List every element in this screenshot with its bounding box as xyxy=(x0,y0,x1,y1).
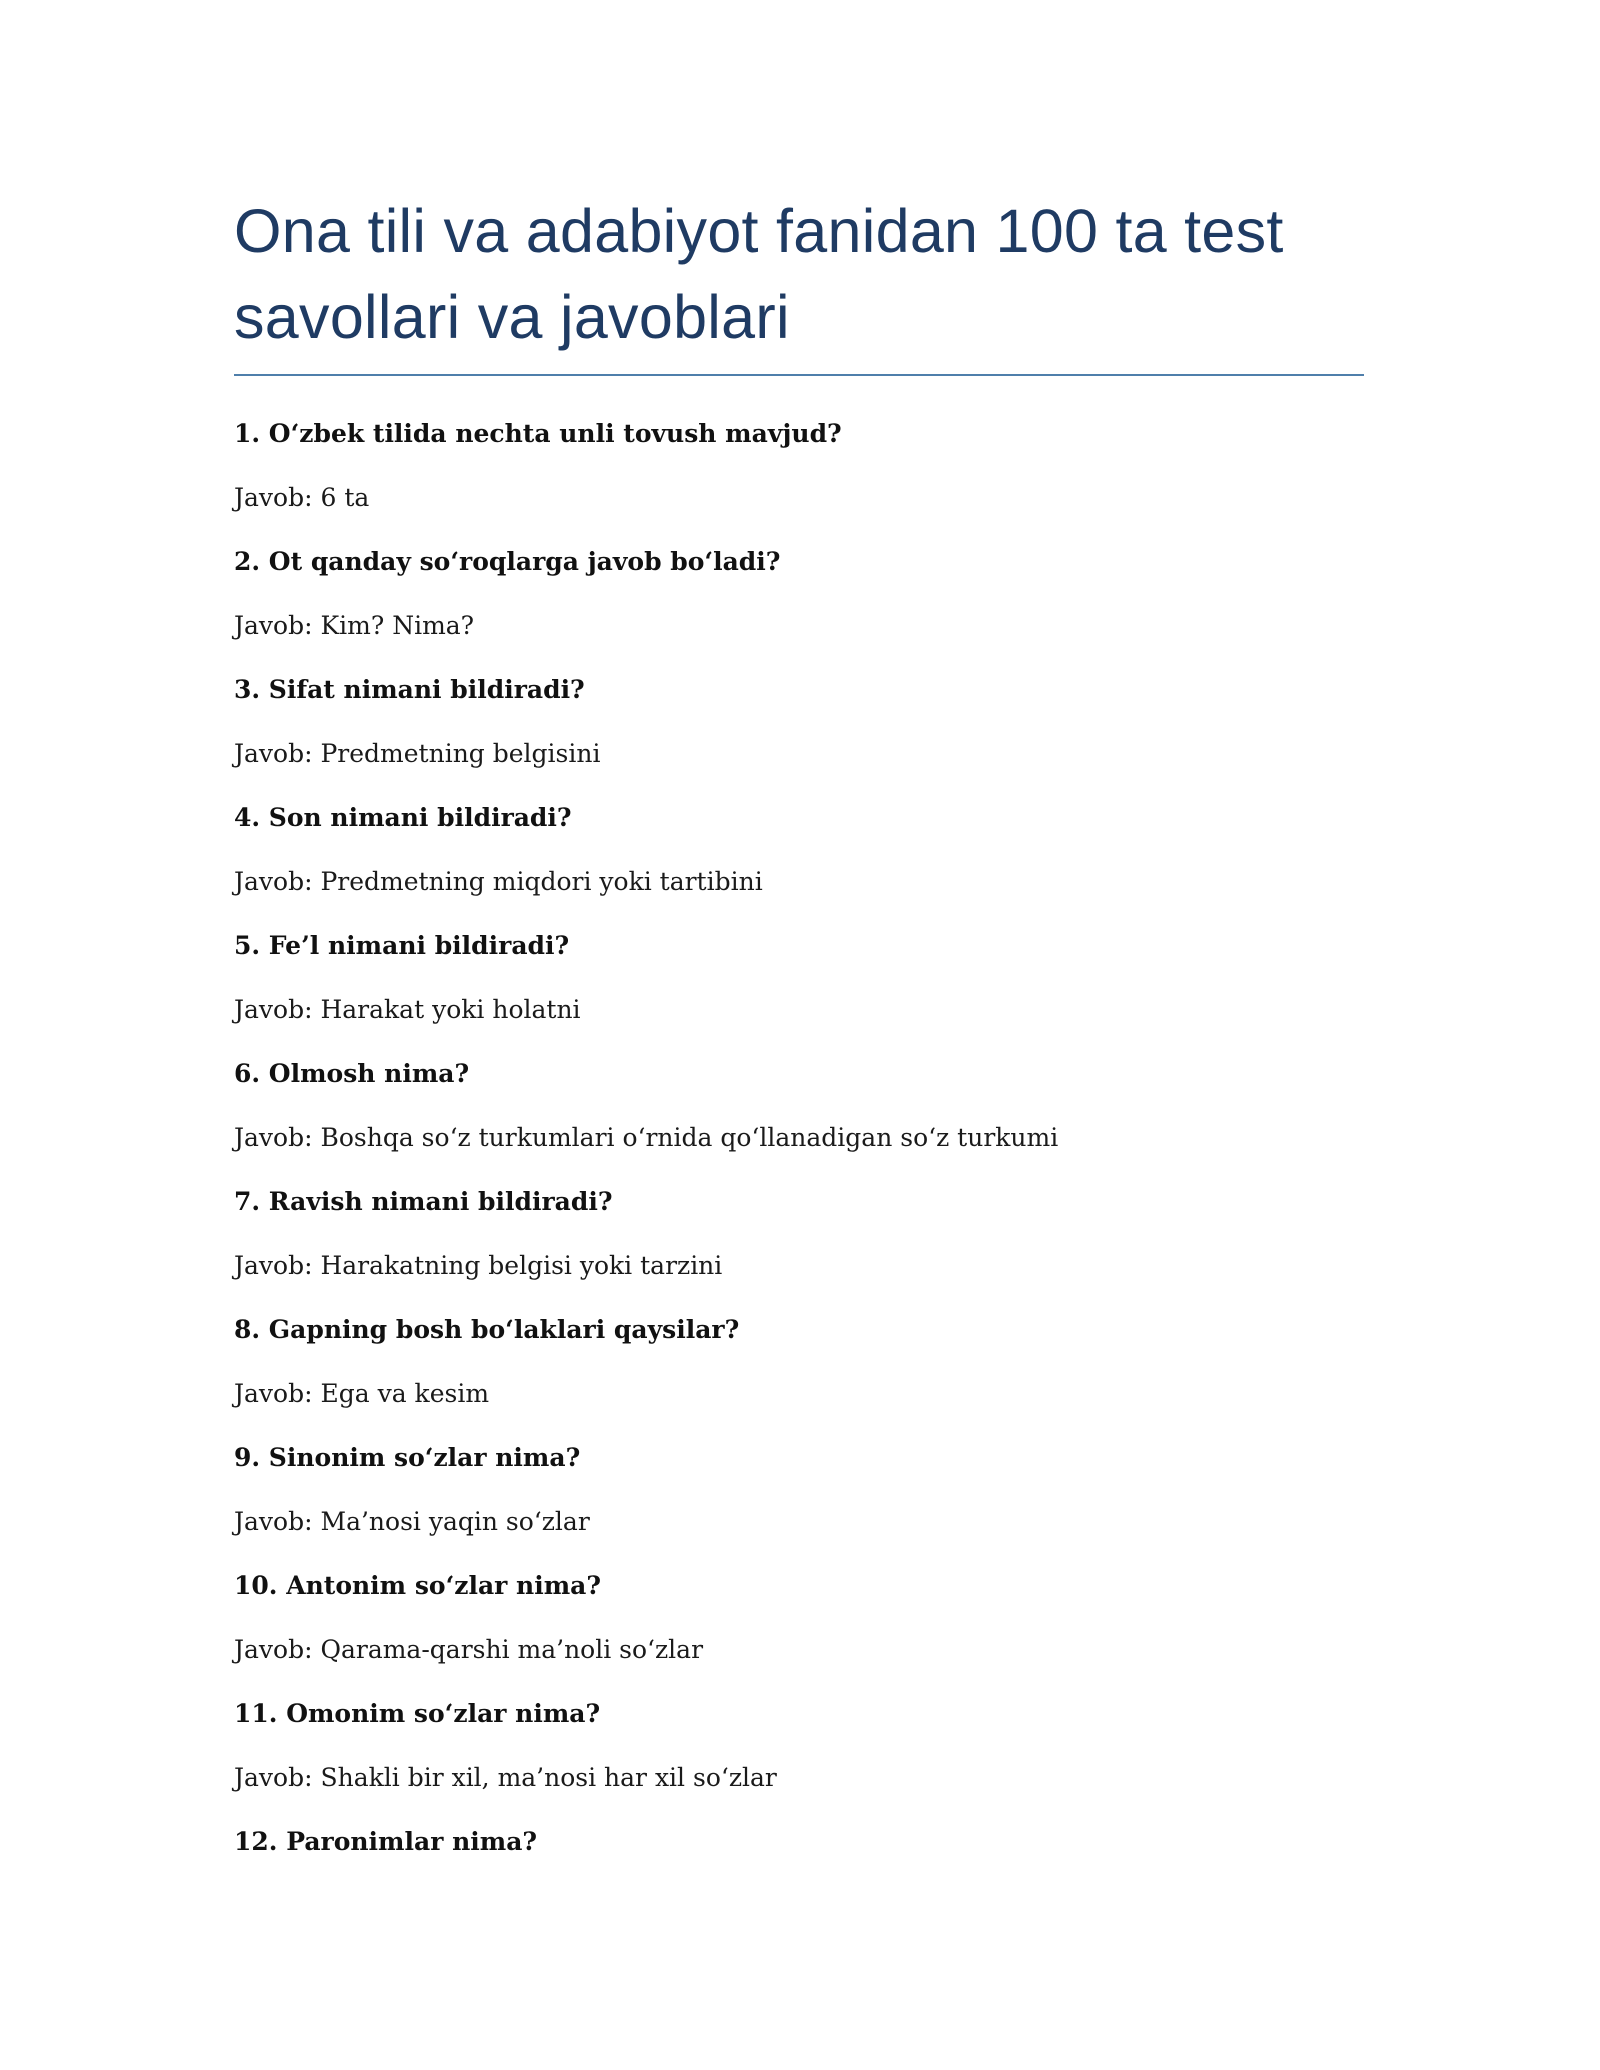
question-item-7 xyxy=(234,1170,1364,1298)
question-text: 6. Olmosh nima? xyxy=(234,1059,470,1088)
document-title-line-2: savollari va javoblari xyxy=(234,283,790,351)
question-item-12 xyxy=(234,1810,1364,1874)
question-item-2 xyxy=(234,530,1364,658)
question-text: 1. O‘zbek tilida nechta unli tovush mavjud? xyxy=(234,419,842,448)
question-text: 8. Gapning bosh bo‘laklari qaysilar? xyxy=(234,1315,740,1344)
document-title xyxy=(234,188,1364,360)
answer-text: Javob: Boshqa so‘z turkumlari o‘rnida qo‘llanadigan so‘z turkumi xyxy=(234,1123,1059,1152)
answer-text: Javob: Harakatning belgisi yoki tarzini xyxy=(234,1251,723,1280)
question-item-1 xyxy=(234,402,1364,530)
question-item-3 xyxy=(234,658,1364,786)
document-page xyxy=(234,188,1364,1874)
answer-text: Javob: Ega va kesim xyxy=(234,1379,490,1408)
answer-text: Javob: Ma’nosi yaqin so‘zlar xyxy=(234,1507,590,1536)
title-divider xyxy=(234,374,1364,376)
question-item-8 xyxy=(234,1298,1364,1426)
question-text: 10. Antonim so‘zlar nima? xyxy=(234,1571,602,1600)
question-text: 4. Son nimani bildiradi? xyxy=(234,803,572,832)
question-text: 3. Sifat nimani bildiradi? xyxy=(234,675,585,704)
answer-text: Javob: Qarama-qarshi ma’noli so‘zlar xyxy=(234,1635,704,1664)
question-text: 7. Ravish nimani bildiradi? xyxy=(234,1187,613,1216)
question-item-6 xyxy=(234,1042,1364,1170)
question-item-5 xyxy=(234,914,1364,1042)
question-text: 2. Ot qanday so‘roqlarga javob bo‘ladi? xyxy=(234,547,781,576)
answer-text: Javob: 6 ta xyxy=(234,483,370,512)
document-title-line-1: Ona tili va adabiyot fanidan 100 ta test xyxy=(234,197,1284,265)
answer-text: Javob: Shakli bir xil, ma’nosi har xil so‘zlar xyxy=(234,1763,777,1792)
answer-text: Javob: Kim? Nima? xyxy=(234,611,475,640)
question-text: 12. Paronimlar nima? xyxy=(234,1827,538,1856)
answer-text: Javob: Harakat yoki holatni xyxy=(234,995,581,1024)
answer-text: Javob: Predmetning miqdori yoki tartibini xyxy=(234,867,763,896)
answer-text: Javob: Predmetning belgisini xyxy=(234,739,601,768)
question-item-11 xyxy=(234,1682,1364,1810)
question-text: 11. Omonim so‘zlar nima? xyxy=(234,1699,601,1728)
question-item-9 xyxy=(234,1426,1364,1554)
question-item-10 xyxy=(234,1554,1364,1682)
question-item-4 xyxy=(234,786,1364,914)
question-list xyxy=(234,402,1364,1874)
question-text: 9. Sinonim so‘zlar nima? xyxy=(234,1443,581,1472)
question-text: 5. Fe’l nimani bildiradi? xyxy=(234,931,570,960)
